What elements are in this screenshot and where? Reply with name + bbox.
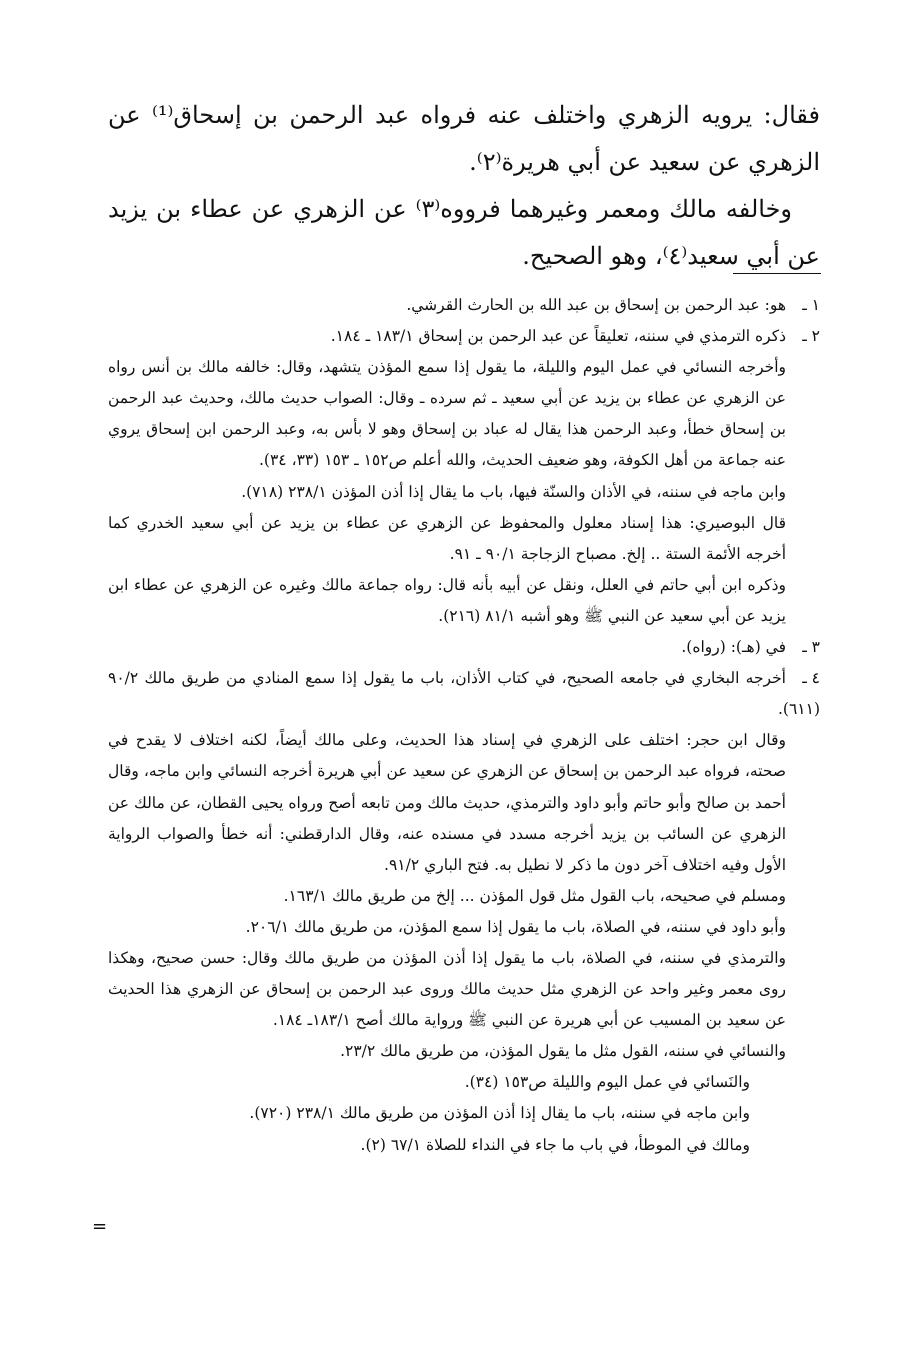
main-paragraph-1: فقال: يرويه الزهري واختلف عنه فرواه عبد الرحمن بن إسحاق⁽¹⁾ عن الزهري عن سعيد عن أبي هريرة⁽٢⁾. bbox=[108, 101, 820, 176]
footnote-4-continuation: ومالك في الموطأ، في باب ما جاء في النداء للصلاة ٦٧/١ (٢). bbox=[360, 1135, 750, 1154]
footnote-4-continuation: والترمذي في سننه، في الصلاة، باب ما يقول إذا أذن المؤذن من طريق مالك وقال: حسن صحيح، وهكذا روى معمر وغير واحد عن الزهري مثل حديث مالك وروى عبد الرحمن بن إسحاق عن الزهري هذا الحديث عن سعيد بن المسيب عن أبي هريرة عن النبي ﷺ ورواية مالك أصح ١٨٣/١ـ ١٨٤. bbox=[108, 948, 786, 1030]
footnote-number: ٤ ـ bbox=[802, 669, 820, 688]
footnote-4 bbox=[108, 663, 820, 725]
footnote-2-continuation: وأخرجه النسائي في عمل اليوم والليلة، ما يقول إذا سمع المؤذن يتشهد، وقال: خالفه مالك بن أنس رواه عن الزهري عن عطاء بن يزيد عن أبي سعيد ـ ثم سرده ـ وقال: الصواب حديث مالك، وحديث عبد الرحمن بن إسحاق خطأ، وعبد الرحمن هذا يقال له عباد بن إسحاق وهو لا بأس به، وعبد الرحمن ابن إسحاق يروي عنه جماعة من أهل الكوفة، وهو ضعيف الحديث، والله أعلم ص١٥٢ ـ ١٥٣ (٣٣، ٣٤). bbox=[108, 358, 786, 470]
footnote-4-continuation: والنَسائي في عمل اليوم والليلة ص١٥٣ (٣٤). bbox=[464, 1073, 750, 1092]
footnote-4-continuation: ومسلم في صحيحه، باب القول مثل قول المؤذن ... إلخ من طريق مالك ١٦٣/١. bbox=[283, 886, 786, 905]
footnote-text: في (هـ): (رواه). bbox=[681, 638, 786, 657]
footnote-4-continuation: وقال ابن حجر: اختلف على الزهري في إسناد هذا الحديث، وعلى مالك أيضاً، لكنه اختلاف لا يقدح في صحته، فرواه عبد الرحمن بن إسحاق عن الزهري عن سعيد عن أبي هريرة أخرجه النسائي وابن ماجه، وقال أحمد بن صالح وأبو حاتم وأبو داود والترمذي، حديث مالك ومن تابعه أصح ورواه يحيى القطان، عن مالك عن الزهري عن السائب بن يزيد أخرجه مسدد في مسنده عنه، وقال الدارقطني: أنه خطأ والصواب الرواية الأول وفيه اختلاف آخر دون ما ذكر لا نطيل به. فتح الباري ٩١/٢. bbox=[108, 731, 786, 874]
footnote-number: ٢ ـ bbox=[802, 327, 820, 346]
footnote-4-continuation: وابن ماجه في سننه، باب ما يقال إذا أذن المؤذن من طريق مالك ٢٣٨/١ (٧٢٠). bbox=[249, 1104, 750, 1123]
footnote-3 bbox=[108, 632, 820, 663]
footnote-2-continuation: وابن ماجه في سننه، في الأذان والسنّة فيها، باب ما يقال إذا أذن المؤذن ٢٣٨/١ (٧١٨). bbox=[241, 482, 786, 501]
footnote-number: ٣ ـ bbox=[802, 638, 820, 657]
footnote-text: هو: عبد الرحمن بن إسحاق بن عبد الله بن الحارث القرشي. bbox=[406, 296, 786, 314]
footnote-separator bbox=[733, 273, 821, 274]
main-text bbox=[108, 92, 820, 280]
footnote-number: ١ ـ bbox=[802, 296, 820, 314]
footnote-1 bbox=[108, 290, 820, 321]
footnote-2-continuation: وذكره ابن أبي حاتم في العلل، ونقل عن أبيه بأنه قال: رواه جماعة مالك وغيره عن الزهري عن عطاء ابن يزيد عن أبي سعيد عن النبي ﷺ وهو أشبه ٨١/١ (٢١٦). bbox=[108, 575, 786, 625]
footnotes bbox=[108, 290, 820, 1161]
continuation-mark: = bbox=[92, 1216, 108, 1237]
footnote-4-continuation: وأبو داود في سننه، في الصلاة، باب ما يقول إذا سمع المؤذن، من طريق مالك ٢٠٦/١. bbox=[245, 917, 786, 936]
footnote-text: ذكره الترمذي في سننه، تعليقاً عن عبد الرحمن بن إسحاق ١٨٣/١ ـ ١٨٤. bbox=[330, 327, 786, 346]
footnote-2-continuation: قال البوصيري: هذا إسناد معلول والمحفوظ عن الزهري عن عطاء بن يزيد عن أبي سعيد الخدري كما أخرجه الأئمة الستة .. إلخ. مصباح الزجاجة ٩٠/١ ـ ٩١. bbox=[108, 513, 786, 563]
main-paragraph-2: وخالفه مالك ومعمر وغيرهما فرووه⁽٣⁾ عن الزهري عن عطاء بن يزيد عن أبي سعيد⁽٤⁾، وهو الصحيح. bbox=[108, 195, 820, 270]
footnote-4-continuation: والنسائي في سننه، القول مثل ما يقول المؤذن، من طريق مالك ٢٣/٢. bbox=[340, 1042, 786, 1061]
footnote-2 bbox=[108, 321, 820, 352]
footnote-text: أخرجه البخاري في جامعه الصحيح، في كتاب الأذان، باب ما يقول إذا سمع المنادي من طريق مالك ٩٠/٢ (٦١١). bbox=[108, 669, 820, 719]
